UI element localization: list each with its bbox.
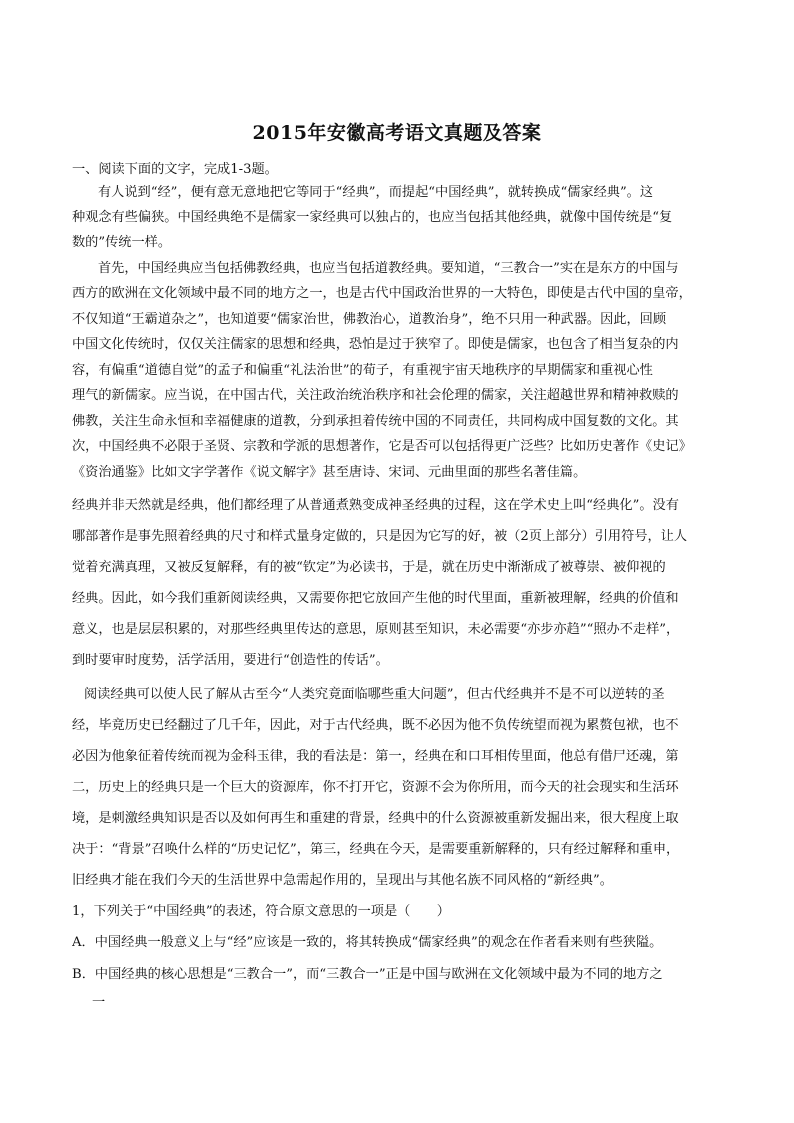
paragraph-line: 到时要审时度势，活学活用，要进行“创造性的传话”。	[72, 653, 389, 668]
paragraph-line: 意义，也是层层积累的，对那些经典里传达的意思，原则甚至知识，未必需要“亦步亦趋”“照办不走样”，	[72, 622, 680, 637]
option-b-continuation: 一	[92, 995, 106, 1010]
paragraph-line: 数的”传统一样。	[72, 235, 172, 250]
paragraph-line: 容，有偏重“道德自觉”的孟子和偏重“礼法治世”的荀子，有重视宇宙天地秩序的早期儒家和重视心性	[72, 363, 653, 378]
paragraph-line: 觉着充满真理，又被反复解释，有的被“钦定”为必读书，于是，就在历史中渐渐成了被尊崇、被仰视的	[72, 560, 666, 575]
paragraph-line: 决于：“背景”召唤什么样的“历史记忆”，第三，经典在今天，是需要重新解释的，只有经过解释和重申，	[72, 842, 680, 857]
option-b: B．中国经典的核心思想是“三教合一”，而“三教合一”正是中国与欧洲在文化领域中最为不同的地方之	[72, 967, 663, 982]
paragraph-line: 《资治通鉴》比如文字学著作《说文解字》甚至唐诗、宋词、元曲里面的那些名著佳篇。	[72, 465, 587, 480]
paragraph-line: 哪部著作是事先照着经典的尺寸和样式量身定做的，只是因为它写的好，被（2页上部分）引用符号，让人	[72, 529, 688, 544]
paragraph-line: 佛教，关注生命永恒和幸福健康的道教，分到承担着传统中国的不同责任，共同构成中国复数的文化。其	[72, 414, 679, 429]
paragraph-line: 理气的新儒家。应当说，在中国古代，关注政治统治秩序和社会伦理的儒家，关注超越世界和精神救赎的	[72, 388, 679, 403]
paragraph-line: 不仅知道“王霸道杂之”，也知道要“儒家治世，佛教治心，道教治身”，绝不只用一种武器。因此，回顾	[72, 312, 667, 327]
document-title: 2015年安徽高考语文真题及答案	[252, 122, 542, 144]
paragraph-line: 经典并非天然就是经典，他们都经理了从普通煮熟变成神圣经典的过程，这在学术史上叫“经典化”。没有	[72, 498, 679, 513]
paragraph-line: 经典。因此，如今我们重新阅读经典，又需要你把它放回产生他的时代里面，重新被理解，经典的价值和	[72, 591, 679, 606]
paragraph-line: 首先，中国经典应当包括佛教经典，也应当包括道教经典。要知道，“三教合一”实在是东方的中国与	[98, 261, 679, 276]
paragraph-line: 经，毕竟历史已经翻过了几千年，因此，对于古代经典，既不必因为他不负传统望而视为累赘包袱，也不	[72, 718, 679, 733]
section-heading: 一、阅读下面的文字，完成1-3题。	[72, 162, 278, 177]
paragraph-line: 旧经典才能在我们今天的生活世界中急需起作用的，呈现出与其他名族不同风格的“新经典”。	[72, 873, 613, 888]
option-a: A．中国经典一般意义上与“经”应该是一致的，将其转换成“儒家经典”的观念在作者看来则有些狭隘。	[72, 935, 663, 950]
paragraph-line: 二，历史上的经典只是一个巨大的资源库，你不打开它，资源不会为你所用，而今天的社会现实和生活环	[72, 780, 679, 795]
paragraph-line: 境，是刺激经典知识是否以及如何再生和重建的背景，经典中的什么资源被重新发掘出来，很大程度上取	[72, 811, 679, 826]
paragraph-line: 中国文化传统时，仅仅关注儒家的思想和经典，恐怕是过于狭窄了。即使是儒家，也包含了相当复杂的内	[72, 337, 679, 352]
paragraph-line: 必因为他象征着传统而视为金科玉律，我的看法是：第一，经典在和口耳相传里面，他总有借尸还魂，第	[72, 749, 679, 764]
paragraph-line: 有人说到“经”，便有意无意地把它等同于“经典”，而提起“中国经典”，就转换成“儒家经典”。这	[98, 185, 654, 200]
paragraph-line: 次，中国经典不必限于圣贤、宗教和学派的思想著作，它是否可以包括得更广泛些？比如历史著作《史记》	[72, 439, 692, 454]
paragraph-line: 阅读经典可以使人民了解从古至今“人类究竟面临哪些重大问题”，但古代经典并不是不可以逆转的圣	[84, 687, 665, 702]
question-1: 1，下列关于“中国经典”的表述，符合原文意思的一项是（ ）	[72, 904, 450, 919]
paragraph-line: 种观念有些偏狭。中国经典绝不是儒家一家经典可以独占的，也应当包括其他经典，就像中国传统是“复	[72, 210, 673, 225]
paragraph-line: 西方的欧洲在文化领域中最不同的地方之一，也是古代中国政治世界的一大特色，即使是古代中国的皇帝，	[72, 286, 692, 301]
